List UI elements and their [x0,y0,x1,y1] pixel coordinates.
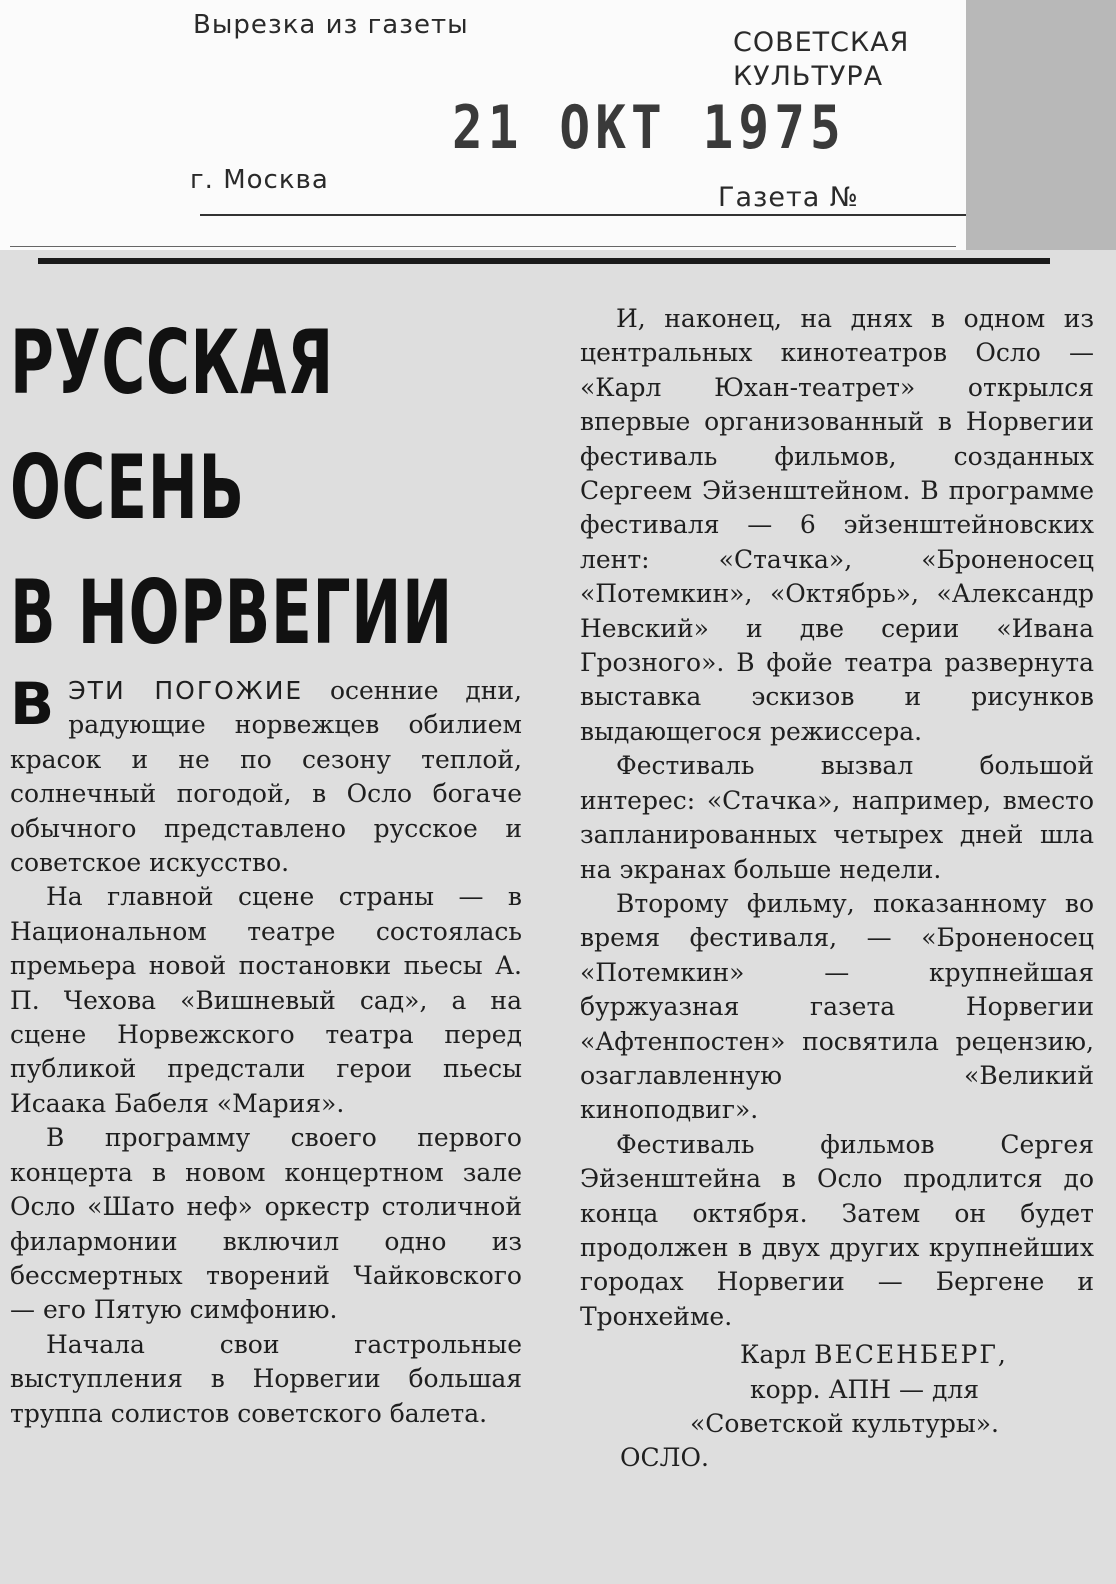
drop-cap: В [10,670,55,738]
author-surname: ВЕСЕНБЕРГ, [814,1340,1008,1370]
newspaper-name: СОВЕТСКАЯ КУЛЬТУРА [733,27,910,92]
article-paragraph-5: И, наконец, на днях в одном из центральных кинотеатров Осло — «Карл Юхан-театрет» открылся впервые организованный в Норвегии фестиваль фильмов, созданных Сергеем Эйзенштейном. В программе фестиваля — 6 эйзенштейновских лент: «Стачка», «Броненосец «Потемкин», «Октябрь», «Александр Невский» и две серии «Ивана Грозного». В фойе театра развернута выставка эскизов и рисунков выдающегося режиссера. [580,304,1094,746]
author-role: корр. АПН — для [750,1374,980,1404]
city-label: г. Москва [190,165,329,195]
clipping-label: Вырезка из газеты [193,10,469,40]
dateline: ОСЛО. [620,1443,709,1473]
slip-bottom-edge [10,246,956,247]
clipping-label-slip [0,0,966,250]
article-column-right [580,302,1094,1476]
article-top-rule [38,258,1050,264]
article-paragraph-2: На главной сцене страны — в Национальном театре состоялась премьера новой постановки пьесы А. П. Чехова «Вишневый сад», а на сцене Норвежского театра перед публикой предстали герои пьесы Исаака Бабеля «Мария». [10,882,522,1118]
lead-text: осенние дни, радующие норвежцев обилием красок и не по сезону теплой, солнечный погодой, в Осло богаче обычного представлено русское и советское искусство. [10,676,522,878]
date-stamp: 21 ОКТ 1975 [452,93,846,163]
author-signature [580,1338,1094,1476]
article-paragraph-3: В программу своего первого концерта в новом концертном зале Осло «Шато неф» оркестр столичной филармонии включил одно из бессмертных творений Чайковского — его Пятую симфонию. [10,1123,522,1325]
article-lead-paragraph [10,670,522,880]
article-headline [10,300,453,675]
author-paper: «Советской культуры». [690,1409,999,1438]
article-paragraph-7: Второму фильму, показанному во время фестиваля, — «Броненосец «Потемкин» — крупнейшая буржуазная газета Норвегии «Афтенпостен» посвятила рецензию, озаглавленную «Великий киноподвиг». [580,888,1094,1125]
author-first-name: Карл [740,1340,807,1370]
slip-underline [200,214,970,216]
scan-background-strip [966,0,1116,250]
article-paragraph-8: Фестиваль фильмов Сергея Эйзенштейна в Осло продлится до конца октября. Затем он будет продолжен в двух других крупнейших городах Норвегии — Бергене и Тронхейме. [580,1129,1094,1331]
article-column-left [10,670,522,1431]
author-name [580,1338,1094,1372]
headline-line-1: РУССКАЯ [10,311,334,414]
headline-line-2: ОСЕНЬ [10,436,245,539]
article-paragraph-4: Начала свои гастрольные выступления в Норвегии большая труппа солистов советского балета. [10,1329,522,1428]
issue-number-label: Газета № [718,182,859,213]
article-paragraph-6: Фестиваль вызвал большой интерес: «Стачка», например, вместо запланированных четырех дней шла на экранах больше недели. [580,751,1094,884]
lead-caps: ЭТИ ПОГОЖИЕ [68,676,304,705]
headline-line-3: В НОРВЕГИИ [10,561,453,664]
